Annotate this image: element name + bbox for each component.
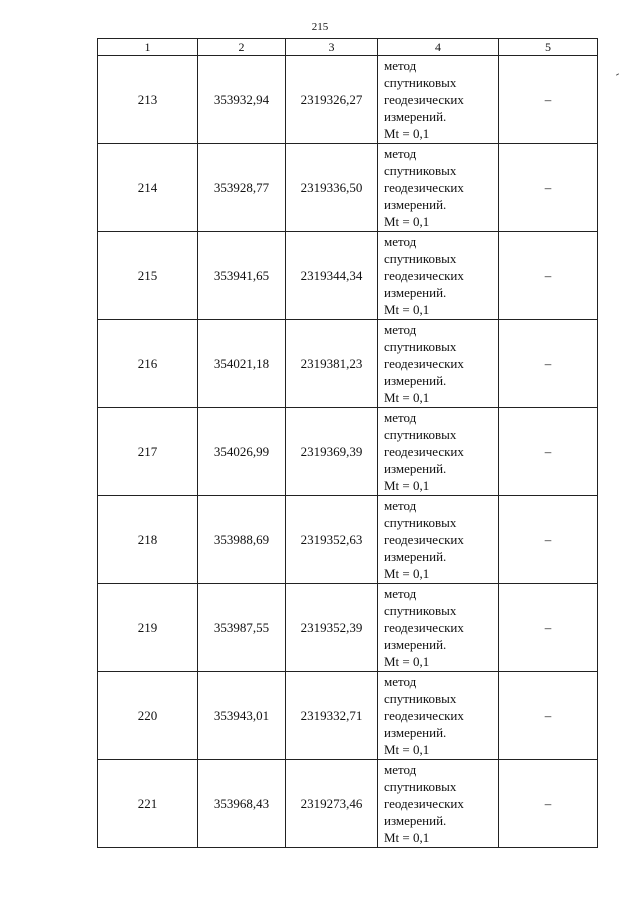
point-cell: 217 bbox=[98, 408, 198, 496]
column-5-cell bbox=[499, 320, 598, 408]
method-line: измерений. bbox=[384, 637, 447, 652]
method-line: Mt = 0,1 bbox=[384, 214, 430, 229]
method-line: метод bbox=[384, 234, 417, 249]
point-cell: 218 bbox=[98, 496, 198, 584]
y-coordinate-cell: 2319326,27 bbox=[286, 56, 378, 144]
x-coordinate-cell: 353988,69 bbox=[198, 496, 286, 584]
column-5-cell bbox=[499, 56, 598, 144]
table-row bbox=[98, 672, 598, 760]
method-line: Mt = 0,1 bbox=[384, 566, 430, 581]
coordinates-table bbox=[97, 38, 598, 848]
y-coordinate-cell: 2319332,71 bbox=[286, 672, 378, 760]
method-line: метод bbox=[384, 58, 417, 73]
method-line: измерений. bbox=[384, 197, 447, 212]
column-5-cell bbox=[499, 496, 598, 584]
method-line: Mt = 0,1 bbox=[384, 742, 430, 757]
method-line: геодезических bbox=[384, 708, 464, 723]
method-cell bbox=[378, 232, 499, 320]
method-line: измерений. bbox=[384, 461, 447, 476]
point-cell: 215 bbox=[98, 232, 198, 320]
dash-value: – bbox=[544, 795, 552, 811]
method-line: Mt = 0,1 bbox=[384, 830, 430, 845]
method-line: измерений. bbox=[384, 725, 447, 740]
x-coordinate-cell: 353987,55 bbox=[198, 584, 286, 672]
method-line: спутниковых bbox=[384, 603, 457, 618]
method-line: метод bbox=[384, 146, 417, 161]
method-line: геодезических bbox=[384, 620, 464, 635]
method-line: измерений. bbox=[384, 549, 447, 564]
column-5-cell bbox=[499, 672, 598, 760]
table-row bbox=[98, 320, 598, 408]
table-row bbox=[98, 408, 598, 496]
y-coordinate-cell: 2319369,39 bbox=[286, 408, 378, 496]
header-col-1: 1 bbox=[98, 39, 198, 56]
point-cell: 214 bbox=[98, 144, 198, 232]
dash-value: – bbox=[544, 267, 552, 283]
method-line: метод bbox=[384, 586, 417, 601]
column-5-cell bbox=[499, 144, 598, 232]
x-coordinate-cell: 354026,99 bbox=[198, 408, 286, 496]
method-cell bbox=[378, 584, 499, 672]
method-line: спутниковых bbox=[384, 75, 457, 90]
method-cell bbox=[378, 56, 499, 144]
point-cell: 220 bbox=[98, 672, 198, 760]
method-line: метод bbox=[384, 410, 417, 425]
header-col-2: 2 bbox=[198, 39, 286, 56]
y-coordinate-cell: 2319352,39 bbox=[286, 584, 378, 672]
column-5-cell bbox=[499, 232, 598, 320]
x-coordinate-cell: 353932,94 bbox=[198, 56, 286, 144]
method-line: метод bbox=[384, 498, 417, 513]
dash-value: – bbox=[544, 355, 552, 371]
x-coordinate-cell: 354021,18 bbox=[198, 320, 286, 408]
y-coordinate-cell: 2319273,46 bbox=[286, 760, 378, 848]
method-line: измерений. bbox=[384, 813, 447, 828]
method-line: Mt = 0,1 bbox=[384, 390, 430, 405]
method-line: метод bbox=[384, 674, 417, 689]
method-line: геодезических bbox=[384, 180, 464, 195]
method-line: метод bbox=[384, 322, 417, 337]
method-line: метод bbox=[384, 762, 417, 777]
point-cell: 213 bbox=[98, 56, 198, 144]
header-col-4: 4 bbox=[378, 39, 499, 56]
header-col-5: 5 bbox=[499, 39, 598, 56]
method-line: спутниковых bbox=[384, 691, 457, 706]
method-line: Mt = 0,1 bbox=[384, 478, 430, 493]
method-line: Mt = 0,1 bbox=[384, 126, 430, 141]
method-cell bbox=[378, 760, 499, 848]
table-row bbox=[98, 496, 598, 584]
method-line: спутниковых bbox=[384, 339, 457, 354]
y-coordinate-cell: 2319352,63 bbox=[286, 496, 378, 584]
table-row bbox=[98, 760, 598, 848]
point-cell: 221 bbox=[98, 760, 198, 848]
method-line: спутниковых bbox=[384, 427, 457, 442]
table-header bbox=[98, 39, 598, 56]
column-5-cell bbox=[499, 584, 598, 672]
dash-value: – bbox=[544, 179, 552, 195]
method-cell bbox=[378, 496, 499, 584]
method-line: измерений. bbox=[384, 109, 447, 124]
method-cell bbox=[378, 144, 499, 232]
method-line: измерений. bbox=[384, 285, 447, 300]
x-coordinate-cell: 353943,01 bbox=[198, 672, 286, 760]
dash-value: – bbox=[544, 619, 552, 635]
y-coordinate-cell: 2319336,50 bbox=[286, 144, 378, 232]
method-line: измерений. bbox=[384, 373, 447, 388]
header-col-3: 3 bbox=[286, 39, 378, 56]
column-5-cell bbox=[499, 760, 598, 848]
y-coordinate-cell: 2319344,34 bbox=[286, 232, 378, 320]
dash-value: – bbox=[544, 707, 552, 723]
method-line: геодезических bbox=[384, 532, 464, 547]
x-coordinate-cell: 353968,43 bbox=[198, 760, 286, 848]
method-line: геодезических bbox=[384, 796, 464, 811]
method-line: геодезических bbox=[384, 268, 464, 283]
method-line: спутниковых bbox=[384, 251, 457, 266]
method-line: спутниковых bbox=[384, 515, 457, 530]
column-5-cell bbox=[499, 408, 598, 496]
method-line: геодезических bbox=[384, 92, 464, 107]
method-line: Mt = 0,1 bbox=[384, 654, 430, 669]
header-row bbox=[98, 39, 598, 56]
dash-value: – bbox=[544, 443, 552, 459]
point-cell: 219 bbox=[98, 584, 198, 672]
table-row bbox=[98, 56, 598, 144]
page-number: 215 bbox=[311, 21, 329, 33]
method-cell bbox=[378, 408, 499, 496]
method-line: геодезических bbox=[384, 444, 464, 459]
method-line: спутниковых bbox=[384, 779, 457, 794]
y-coordinate-cell: 2319381,23 bbox=[286, 320, 378, 408]
dash-value: – bbox=[544, 91, 552, 107]
method-line: геодезических bbox=[384, 356, 464, 371]
method-cell bbox=[378, 320, 499, 408]
table-row bbox=[98, 232, 598, 320]
x-coordinate-cell: 353928,77 bbox=[198, 144, 286, 232]
point-cell: 216 bbox=[98, 320, 198, 408]
table-body bbox=[98, 56, 598, 848]
method-cell bbox=[378, 672, 499, 760]
table-row bbox=[98, 144, 598, 232]
dash-value: – bbox=[544, 531, 552, 547]
x-coordinate-cell: 353941,65 bbox=[198, 232, 286, 320]
method-line: спутниковых bbox=[384, 163, 457, 178]
table-row bbox=[98, 584, 598, 672]
method-line: Mt = 0,1 bbox=[384, 302, 430, 317]
stray-scan-mark bbox=[616, 73, 619, 75]
